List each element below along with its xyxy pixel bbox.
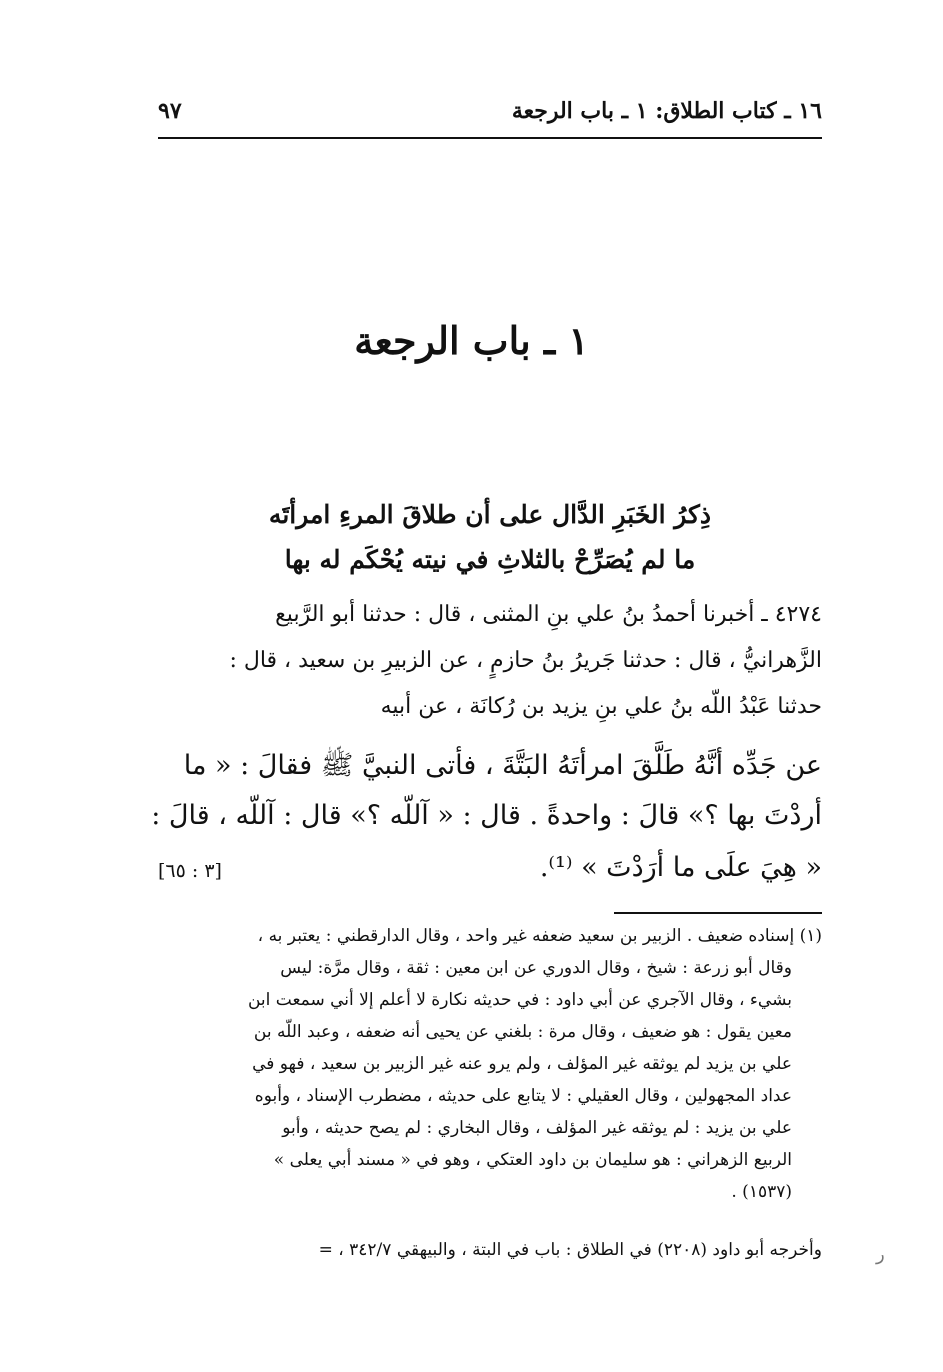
footnote-line: عداد المجهولين ، وقال العقيلي : لا يتابع على حديثه ، مضطرب الإسناد ، وأبوه — [254, 1086, 792, 1106]
footnote-line: (١٥٣٧) . — [731, 1182, 792, 1202]
page-number: ٩٧ — [158, 98, 182, 124]
chapter-title: ١ ـ باب الرجعة — [354, 318, 589, 363]
running-title: ١٦ ـ كتاب الطلاق: ١ ـ باب الرجعة — [511, 98, 822, 124]
section-heading-line-2: ما لم يُصَرِّحْ بالثلاثِ في نيته يُحْكَم له بها — [284, 545, 696, 574]
source-reference: [٣ : ٦٥] — [158, 860, 222, 882]
footnote-line: وأخرجه أبو داود (٢٢٠٨) في الطلاق : باب في البتة ، والبيهقي ٣٤٢/٧ ، = — [318, 1240, 822, 1260]
footnote-line: معين يقول : هو ضعيف ، وقال مرة : بلغني عن يحيى أنه ضعفه ، وعبد اللّه بن — [253, 1022, 792, 1042]
margin-mark: ر — [876, 1244, 885, 1265]
footnote-line: (١) إسناده ضعيف . الزبير بن سعيد ضعفه غير واحد ، وقال الدارقطني : يعتبر به ، — [257, 926, 822, 946]
footnote-line: علي بن يزيد لم يوثقه غير المؤلف ، ولم يرو عنه غير الزبير بن سعيد ، فهو في — [252, 1054, 792, 1074]
isnad-line: الزَّهرانيُّ ، قال : حدثنا جَريرُ بنُ حازمٍ ، عن الزبيرِ بن سعيد ، قال : — [229, 648, 822, 673]
footnote-line: علي بن يزيد : لم يوثقه غير المؤلف ، وقال البخاري : لم يصح حديثه ، وأبو — [282, 1118, 792, 1138]
page-header — [158, 96, 822, 132]
matn-line: عن جَدِّه أنَّهُ طَلَّقَ امرأتَهُ البَتَّةَ ، فأتى النبيَّ ﷺ فقالَ : « ما — [183, 750, 822, 781]
footnote-line: بشيء ، وقال الآجري عن أبي داود : في حديثه نكارة لا أعلم إلا أني سمعت ابن — [247, 990, 792, 1010]
footnote-line: وقال أبو زرعة : شيخ ، وقال الدوري عن ابن معين : ثقة ، وقال مرَّة: ليس — [280, 958, 792, 978]
isnad-line: حدثنا عَبْدُ اللّه بنُ علي بنِ يزيد بن رُكانَة ، عن أبيه — [380, 694, 822, 719]
matn-line: أردْتَ بها ؟» قالَ : واحدةً . قال : « آللّه ؟» قال : آللّه ، قالَ : — [151, 800, 822, 831]
section-heading-line-1: ذِكرُ الخَبَرِ الدَّال على أن طلاقَ المرءِ امرأتَه — [268, 500, 712, 529]
footnote-divider — [614, 912, 822, 914]
isnad-line: ٤٢٧٤ ـ أخبرنا أحمدُ بنُ علي بنِ المثنى ، قال : حدثنا أبو الرَّبيع — [275, 602, 822, 627]
matn-line: « هِيَ علَى ما أرَدْتَ » ⁽¹⁾. — [539, 852, 822, 883]
header-divider — [158, 137, 822, 139]
footnote-line: الربيع الزهراني : هو سليمان بن داود العتكي ، وهو في « مسند أبي يعلى » — [273, 1150, 792, 1170]
